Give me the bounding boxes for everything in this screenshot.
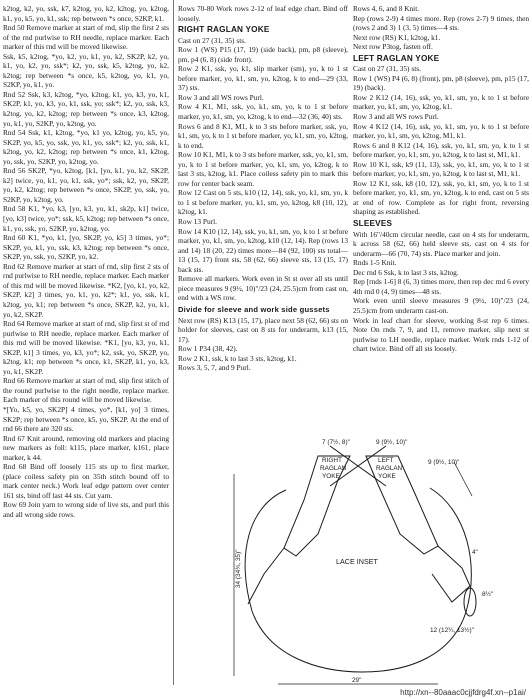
right-raglan-paragraph-8: Row 13 Purl. (178, 217, 217, 227)
pattern-paragraph-1: Rnd 50 Remove marker at start of rnd, slip the first 2 sts of the rnd purlwise to RH needle, replace marker. Each marker of this rnd will be moved likewise. (3, 23, 169, 52)
pattern-paragraph-6: Rnd 58 K1, *yo, k3, [yo, k3, yo, k1, sk2p, k1] twice, [yo, k3] twice, yo*; ssk, k5, k2tog; rep between *s once, k1, yo, ssk, yo, S2KP, yo, k2tog, yo. (3, 204, 169, 233)
pattern-paragraph-13: Rnd 68 Bind off loosely 115 sts up to first marker, (place coiless safety pin on 35th stitch bound off to mark center neck.) Work leaf edge pattern over center 161 sts, bind off last 44 sts. Cut yarn. (3, 462, 169, 500)
sleeves-heading: SLEEVES (353, 219, 393, 229)
sleeves-paragraph-2: Dec rnd 6 Ssk, k to last 3 sts, k2tog. (353, 267, 459, 277)
divide-paragraph-1: Row 1 P34 (38, 42). (178, 344, 238, 354)
pattern-paragraph-9: Rnd 64 Remove marker at start of rnd, slip first st of rnd purlwise to RH needle, replace marker. Each marker of this rnd will be moved likewise. *K1, [yo, k3, yo, k1, SK2P, k1] 3 times, yo, k3, yo*; k2, ssk, yo, SK2P, yo, k2tog, k1; rep between *s once, k1, SK2P, k1, yo, k3, yo, k1, SK2P. (3, 319, 169, 376)
dim-cuff-length: 8½" (482, 591, 494, 598)
column-divider (173, 0, 174, 685)
pattern-paragraph-8: Rnd 62 Remove marker at start of rnd, slip first 2 sts of rnd purlwise to RH needle, replace marker. Each marker of this rnd will be moved likewise. *K2, [yo, k1, yo, k2, SK2P, k2] 3 times, yo, k1, yo, k2*; k1, yo, ssk, k1, k2tog, yo, k1; rep between *s once, SK2P, k2, yo, k1, yo, k2, SK2P. (3, 261, 169, 319)
left-yoke-label-2: RAGLAN (376, 465, 403, 472)
sleeves-paragraph-4: Work even until sleeve measures 9 (9½, 10)"/23 (24, 25.5)cm from underarm cast-on. (353, 296, 529, 315)
left-raglan-paragraph-0: Cast on 27 (31, 35) sts. (353, 64, 421, 74)
gusset-paragraph-3: Next row P3tog, fasten off. (353, 42, 433, 52)
lace-inset-label: LACE INSET (336, 557, 378, 566)
right-raglan-paragraph-6: Row 10 K1, M1, k to 3 sts before marker, ssk, yo, k1, sm, yo, k to 1 st before marker, yo, k1, sm, yo, k2tog, k to last 3 sts, k2tog, k1. Place coiless safety pin to mark this row for center back seam. (178, 150, 348, 188)
right-raglan-paragraph-10: Remove all markers. Work even in St st over all sts until piece measures 9 (9½, 10)"/23 (24, 25.5)cm from cast on, end with a WS row. (178, 274, 348, 303)
divide-paragraph-3: Rows 3, 5, 7, and 9 Purl. (178, 363, 251, 373)
pattern-paragraph-4: Rnd 54 Ssk, k1, k2tog, *yo, k1 yo, k2tog, yo, k5, yo, SK2P, yo, k5, yo, ssk, yo, k1, yo, ssk*; k2, yo, ssk, k1, k2tog, yo, k2, k2tog; rep between *s once, k1, k2tog, yo, ssk, yo, S2KP, yo, k2tog, yo. (3, 128, 169, 166)
gusset-paragraph-2: Next row (RS) K1, k2tog, k1. (353, 32, 441, 42)
source-url: http://xn--80aaac0cjjfdrg4f.xn--p1ai/ (400, 688, 526, 697)
left-raglan-paragraph-3: Row 3 and all WS rows Purl. (353, 112, 439, 122)
right-raglan-paragraph-3: Row 3 and all WS rows Purl. (178, 92, 264, 102)
left-raglan-paragraph-1: Row 1 (WS) P4 (6, 8) (front), pm, p8 (sleeve), pm, p15 (17, 19) (back). (353, 73, 529, 93)
column-left (3, 4, 169, 520)
right-yoke-label-3: YOKE (322, 473, 340, 480)
column-right (353, 4, 529, 354)
left-raglan-paragraph-2: Row 2 K12 (14, 16), ssk, yo, k1, sm, yo, k to 1 st before marker, yo, k1, sm, yo, k2tog, k1. (353, 92, 529, 112)
dim-bottom-width: 29" (352, 677, 362, 684)
body-outline (245, 488, 471, 672)
right-raglan-paragraph-1: Row 1 (WS) P15 (17, 19) (side back), pm, p8 (sleeve), pm, p4 (6, 8) (side front). (178, 45, 348, 64)
dim-height: 34 (34¾, 35)" (235, 549, 242, 588)
left-sleeve-outline (248, 548, 284, 604)
pattern-paragraph-7: Rnd 60 K1, *yo, k1, [yo, SK2P, yo, k5] 3 times, yo*; SK2P, yo, k1, yo, ssk, k3, k2tog; rep between *s once, SK2P, yo, ssk, yo, S2KP, yo, k2. (3, 233, 169, 262)
left-yoke-label-1: LEFT (378, 457, 394, 464)
left-yoke-label-3: YOKE (378, 473, 396, 480)
pattern-paragraph-11: *[Yo, k5, yo, SK2P] 4 times, yo*, [k1, yo] 3 times, SK2P; rep between *s once, k5, yo, SK2P. At the end of rnd 66 there are 320 sts. (3, 404, 169, 434)
dim-cuff-in: 4" (472, 549, 478, 556)
left-raglan-heading: LEFT RAGLAN YOKE (353, 53, 440, 63)
dim-top-width: 7 (7½, 8)" (322, 439, 350, 446)
gusset-paragraph-1: Rep (rows 2-9) 4 times more. Rep (rows 2-7) 9 times, then (rows 2 and 3) 1 (3, 5) times—4 sts. (353, 13, 529, 33)
column-middle (178, 4, 348, 373)
left-raglan-paragraph-6: Row 10 K1, ssk, k9 (11, 13), ssk, yo, k1, sm, yo, k to 1 st before marker, yo, k1, sm, yo, k2tog, k to last st, M1, k1. (353, 159, 529, 179)
pattern-paragraph-5: Rnd 56 SK2P, *yo, k2tog, [k1, [yo, k1, yo, k2, SK2P, k2] twice, yo, k1, yo, k1, ssk, yo*; ssk, k2, yo, SK2P, yo, k2, k2tog; rep between *s once, SK2P, yo, ssk, yo, S2KP, yo, k2tog, yo. (3, 166, 169, 204)
pattern-paragraph-12: Rnd 67 Knit around, removing old markers and placing new markers as foll: k115, place marker, k161, place marker, k 44. (3, 433, 169, 462)
right-raglan-paragraph-0: Cast on 27 (31, 35) sts. (178, 35, 246, 45)
gusset-paragraph-0: Rows 4, 6, and 8 Knit. (353, 4, 420, 13)
pattern-paragraph-14: Row 69 Join yarn to wrong side of live sts, and purl this and all wrong side rows. (3, 500, 169, 519)
right-raglan-paragraph-4: Row 4 K1, M1, ssk, yo, k1, sm, yo, k to 1 st before marker, yo, k1, sm, yo, k2tog, k to end—32 (36, 40) sts. (178, 102, 348, 122)
pattern-paragraph-3: Rnd 52 Ssk, k3, k2tog, *yo, k2tog, k1, yo, k3, yo, k1, SK2P, k1, yo, k3, yo, k1, ssk, yo; ssk*; k2, yo, ssk, k3, k2tog, yo, k2, k2tog; rep between *s once, k3, k2tog, yo, k1, yo, S2KP, yo, k2tog, yo. (3, 89, 169, 128)
left-raglan-paragraph-7: Row 12 K1, ssk, k8 (10, 12), ssk, yo, k1, sm, yo, k to 1 st before marker, yo, k1, sm, yo, k2tog, k to end, cast on 5 sts at end of row. Complete as for right front, reversing shaping as established. (353, 178, 529, 217)
right-raglan-paragraph-7: Row 12 Cast on 5 sts, k10 (12, 14), ssk, yo, k1, sm, yo, k to 1 st before marker, yo, k1, sm, yo, k2tog, k8 (10, 12), k2tog, k1. (178, 188, 348, 217)
dim-cuff-circ: 12 (12¼, 13½)" (430, 627, 474, 634)
schematic-diagram (226, 436, 498, 690)
left-raglan-paragraph-5: Rows 6 and 8 K12 (14, 16), ssk, yo, k1, sm, yo, k to 1 st before marker, yo, k1, sm, yo, k2tog, k to last st, M1, k1. (353, 140, 529, 160)
left-raglan-paragraph-4: Row 4 K12 (14, 16), ssk, yo, k1, sm, yo, k to 1 st before marker, yo, k1, sm, yo, k2tog, M1, k1. (353, 121, 529, 141)
sleeves-paragraph-3: Rep [rnds 1-6] 8 (6, 3) times more, then rep dec rnd 6 every 4th rnd 0 (4, 9) times—48 sts. (353, 277, 529, 296)
right-yoke-label-1: RIGHT (322, 457, 342, 464)
dim-sleeve-length: 9 (9½, 10)" (428, 459, 460, 466)
pattern-paragraph-0: k2tog, k2, yo, ssk, k7, k2tog, yo, k2, k2tog, yo, k2tog, k1, yo, k5, yo, k1, ssk; rep between *s once, S2KP, k1. (3, 4, 169, 23)
sleeves-paragraph-5: Work in leaf chart for sleeve, working 8-st rep 6 times. Note On rnds 7, 9, and 11, remove marker, slip next st purlwise to LH needle, replace marker. Work rnds 1-12 of chart twice. Bind off all sts loosely. (353, 315, 529, 354)
pattern-paragraph-10: Rnd 66 Remove marker at start of rnd, slip first stitch of the round purlwise to the right needle, replace marker. Each marker of this round will be moved likewise. (3, 376, 169, 405)
right-raglan-paragraph-9: Row 14 K10 (12, 14), ssk, yo, k1, sm, yo, k to 1 st before marker, yo, k1, sm, yo, k2tog, k10 (12, 14). Rep (rows 13 and 14) 18 (20, 22) times more—84 (92, 100) sts total—13 (15, 17) front sts, 58 (62, 66) sleeve sts, 13 (15, 17) back sts. (178, 226, 348, 274)
right-raglan-paragraph-5: Rows 6 and 8 K1, M1, k to 3 sts before marker, ssk, yo, k1, sm, yo, k to 1 st before marker, yo, k1, sm, yo, k2tog, k to end. (178, 121, 348, 150)
sleeves-paragraph-1: Rnds 1-5 Knit. (353, 258, 397, 268)
right-raglan-paragraph-2: Row 2 K1, ssk, yo, k1, slip marker (sm), yo, k to 1 st before marker, yo, k1, sm, yo, k2tog, k to end—29 (33, 37) sts. (178, 64, 348, 93)
divide-paragraph-2: Row 2 K1, ssk, k to last 3 sts, k2tog, k1. (178, 353, 297, 363)
divide-heading: Divide for sleeve and work side gussets (178, 304, 330, 314)
dim-yoke-width: 9 (9½, 10)" (376, 439, 408, 446)
right-yoke-label-2: RAGLAN (320, 465, 347, 472)
right-raglan-heading: RIGHT RAGLAN YOKE (178, 25, 270, 35)
divide-paragraph-0: Next row (RS) K13 (15, 17), place next 58 (62, 66) sts on holder for sleeves, cast on 8 sts for underarm, k13 (15, 17). (178, 315, 348, 344)
right-sleeve-outline (432, 546, 470, 602)
rows-70-80-paragraph-0: Rows 70-80 Work rows 2-12 of leaf edge chart. Bind off loosely. (178, 4, 348, 23)
pattern-paragraph-2: Ssk, k5, k2tog, *yo, k2, yo, k1, yo, k2, SK2P, k2, yo, k1, yo, k2, yo, ssk*; k2, yo, ssk, k5, k2tog, yo, k2, k2tog; rep between *s once, k5, k2tog, yo, k1, yo, S2KP, yo, k1, yo. (3, 51, 169, 90)
sleeves-paragraph-0: With 16"/40cm circular needle, cast on 4 sts for underarm, k across 58 (62, 66) held sleeve sts, cast on 4 sts for underarm—66 (70, 74) sts. Place marker and join. (353, 229, 529, 258)
